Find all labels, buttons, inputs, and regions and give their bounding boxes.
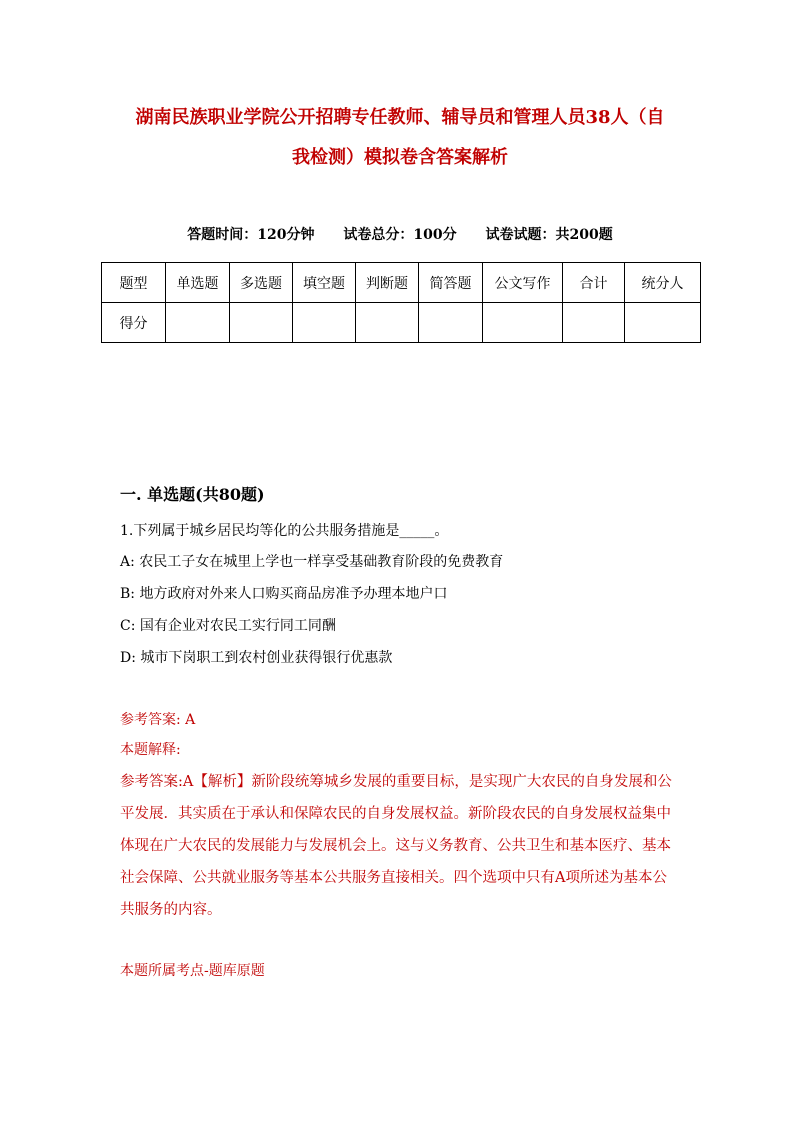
explanation-label: 本题解释: [120, 742, 181, 758]
score-table-header-cell: 简答题 [419, 263, 483, 303]
score-cell [563, 303, 625, 343]
score-table-score-row [102, 303, 701, 343]
question-stem: 1.下列属于城乡居民均等化的公共服务措施是_____。 [120, 523, 449, 539]
score-cell [625, 303, 701, 343]
score-table-header-cell: 多选题 [230, 263, 293, 303]
score-cell [356, 303, 419, 343]
score-cell [166, 303, 230, 343]
score-cell [293, 303, 356, 343]
option-c: C: 国有企业对农民工实行同工同酬 [120, 618, 336, 634]
explanation-text: 参考答案:A【解析】新阶段统筹城乡发展的重要目标，是实现广大农民的自身发展和公平发展．其实质在于承认和保障农民的自身发展权益。新阶段农民的自身发展权益集中体现在广大农民的发展能力与发展机会上。这与义务教育、公共卫生和基本医疗、基本社会保障、公共就业服务等基本公共服务直接相关。四个选项中只有A项所述为基本公共服务的内容。 [120, 774, 672, 918]
score-cell [483, 303, 563, 343]
question-source: 本题所属考点-题库原题 [120, 963, 265, 979]
score-table [101, 262, 701, 343]
option-a: A: 农民工子女在城里上学也一样享受基础教育阶段的免费教育 [120, 554, 504, 570]
exam-info [0, 224, 800, 244]
exam-total-score: 试卷总分：100分 [343, 227, 457, 243]
document-title-line-2: 我检测）模拟卷含答案解析 [292, 147, 508, 168]
option-d: D: 城市下岗职工到农村创业获得银行优惠款 [120, 650, 393, 666]
score-table-header-cell: 判断题 [356, 263, 419, 303]
score-table-header-cell: 题型 [102, 263, 166, 303]
score-table-header-cell: 公文写作 [483, 263, 563, 303]
option-b: B: 地方政府对外来人口购买商品房准予办理本地户口 [120, 586, 448, 602]
score-table-header-cell: 统分人 [625, 263, 701, 303]
section-heading: 一. 单选题(共80题) [120, 485, 265, 504]
score-table-header-cell: 合计 [563, 263, 625, 303]
score-row-label: 得分 [102, 303, 166, 343]
document-title-line-1: 湖南民族职业学院公开招聘专任教师、辅导员和管理人员38人（自 [135, 107, 665, 128]
score-cell [419, 303, 483, 343]
reference-answer: 参考答案: A [120, 712, 196, 728]
score-cell [230, 303, 293, 343]
exam-question-count: 试卷试题：共200题 [485, 227, 613, 243]
exam-time: 答题时间：120分钟 [187, 227, 315, 243]
score-table-header-cell: 单选题 [166, 263, 230, 303]
score-table-header-cell: 填空题 [293, 263, 356, 303]
score-table-header-row [102, 263, 701, 303]
